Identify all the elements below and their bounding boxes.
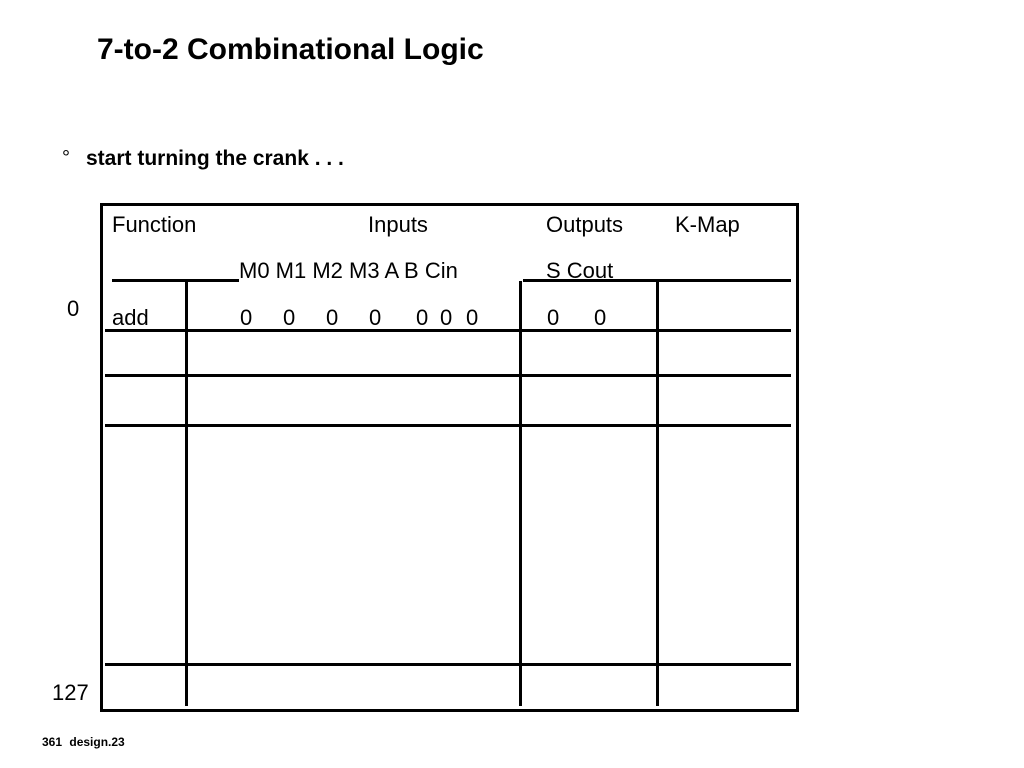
column-divider-inputs: [519, 281, 522, 706]
bullet-icon: °: [62, 147, 70, 169]
row-divider-4: [105, 663, 791, 666]
slide-footer: [42, 735, 125, 749]
input-m0-value: 0: [240, 305, 253, 330]
input-m2-value: 0: [326, 305, 339, 330]
output-s-value: 0: [547, 305, 560, 330]
subheader-output-columns: S Cout: [546, 258, 614, 283]
page-number: 361: [42, 735, 63, 749]
header-inputs: Inputs: [368, 212, 428, 237]
header-function: Function: [112, 212, 197, 237]
header-underline-function: [112, 279, 239, 282]
slide-title: 7-to-2 Combinational Logic: [97, 33, 484, 66]
deck-name: design.23: [69, 735, 125, 749]
row-index-last: 127: [52, 680, 89, 705]
column-divider-function: [185, 281, 188, 706]
row-divider-2: [105, 374, 791, 377]
column-divider-outputs: [656, 281, 659, 706]
header-kmap: K-Map: [675, 212, 740, 237]
row-divider-3: [105, 424, 791, 427]
row-function: add: [112, 305, 149, 330]
header-outputs: Outputs: [546, 212, 624, 237]
output-cout-value: 0: [594, 305, 607, 330]
row-index-first: 0: [67, 296, 80, 321]
input-m1-value: 0: [283, 305, 296, 330]
subheader-input-columns: M0 M1 M2 M3 A B Cin: [239, 258, 458, 283]
input-a-value: 0: [416, 305, 429, 330]
bullet-text: start turning the crank . . .: [86, 147, 344, 170]
input-b-value: 0: [440, 305, 453, 330]
input-m3-value: 0: [369, 305, 382, 330]
input-cin-value: 0: [466, 305, 479, 330]
